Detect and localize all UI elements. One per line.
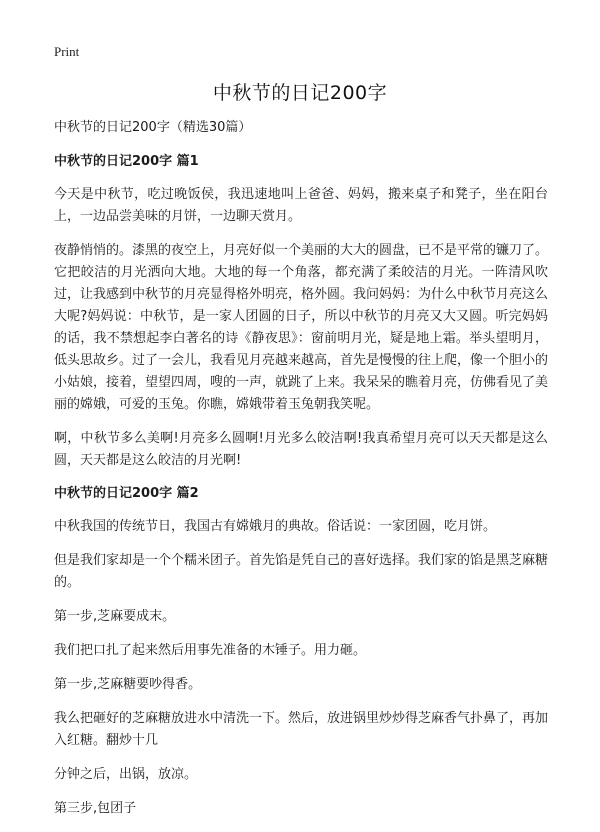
document-body <box>54 118 548 832</box>
paragraph: 夜静悄悄的。漆黑的夜空上，月亮好似一个美丽的大大的圆盘，已不是平常的镰刀了。它把皎洁的月光洒向大地。大地的每一个角落，都充满了柔皎洁的月光。一阵清风吹过，让我感到中秋节的月亮显得格外明亮，格外圆。我问妈妈：为什么中秋节月亮这么大呢?妈妈说：中秋节，是一家人团圆的日子，所以中秋节的月亮又大又圆。听完妈妈的话，我不禁想起李白著名的诗《静夜思》：窗前明月光，疑是地上霜。举头望明月，低头思故乡。过了一会儿，我看见月亮越来越高，首先是慢慢的往上爬，像一个胆小的小姑娘，接着，望望四周，嗖的一声，就跳了上来。我呆呆的瞧着月亮，仿佛看见了美丽的嫦娥，可爱的玉兔。你瞧，嫦娥带着玉兔朝我笑呢。 <box>54 243 549 412</box>
paragraph: 第三步,包团子 <box>54 801 137 816</box>
print-link[interactable]: Print <box>54 44 80 59</box>
section-heading: 中秋节的日记200字 篇2 <box>54 486 199 501</box>
paragraph: 第一步,芝麻糖要吵得香。 <box>54 677 202 692</box>
section-heading: 中秋节的日记200字 篇1 <box>54 154 199 169</box>
paragraph: 第一步,芝麻要成末。 <box>54 609 176 624</box>
paragraph: 分钟之后，出锅，放凉。 <box>54 767 198 782</box>
page-title: 中秋节的日记200字 <box>212 82 388 104</box>
paragraph: 我们把口扎了起来然后用事先准备的木锤子。用力砸。 <box>54 643 367 658</box>
paragraph: 啊，中秋节多么美啊!月亮多么圆啊!月光多么皎洁啊!我真希望月亮可以天天都是这么圆，天天都是这么皎洁的月光啊! <box>54 431 548 468</box>
document-subtitle: 中秋节的日记200字（精选30篇） <box>54 120 252 135</box>
paragraph: 今天是中秋节，吃过晚饭侯，我迅速地叫上爸爸、妈妈，搬来桌子和凳子，坐在阳台上，一边品尝美味的月饼，一边聊天赏月。 <box>54 187 548 224</box>
paragraph: 我么把砸好的芝麻糖放进水中清洗一下。然后，放进锅里炒炒得芝麻香气扑鼻了，再加入红糖。翻炒十几 <box>54 711 549 748</box>
paragraph: 但是我们家却是一个个糯米团子。首先馅是凭自己的喜好选择。我们家的馅是黑芝麻糖的。 <box>54 553 549 590</box>
paragraph: 中秋我国的传统节日，我国古有嫦娥月的典故。俗话说：一家团圆，吃月饼。 <box>54 519 497 534</box>
